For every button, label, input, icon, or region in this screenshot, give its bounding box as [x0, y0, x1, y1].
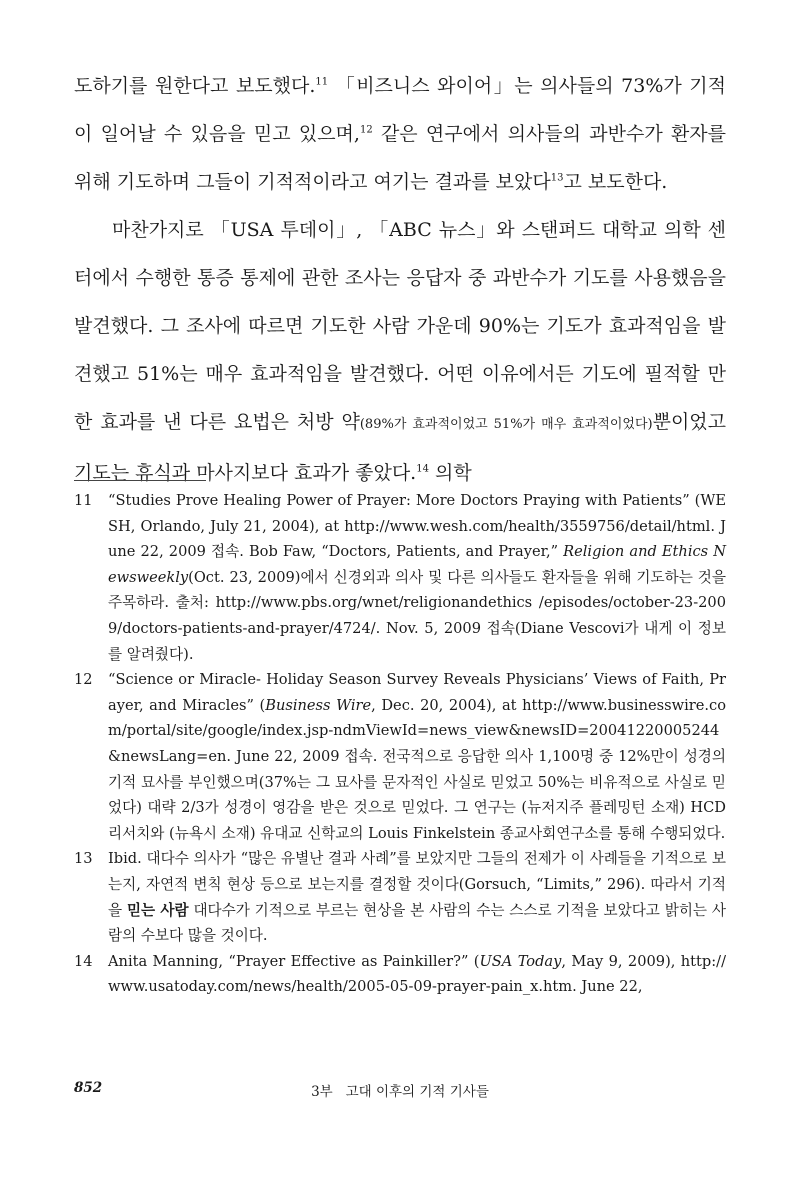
text-run: Anita Manning, “Prayer Effective as Painkiller?” ( — [108, 952, 480, 970]
text-run: “Science or Miracle- Holiday Season Survey Reveals Physicians’ Views of Faith, Prayer, and Miracles” ( — [108, 671, 726, 714]
footnote-number: 11 — [74, 492, 93, 509]
text-run: 도하기를 원한다고 보도했다. — [74, 75, 316, 97]
page-number: 852 — [74, 1080, 103, 1096]
footnote-ref-12[interactable]: 12 — [359, 124, 373, 136]
text-run: 대다수가 기적으로 부르는 현상을 본 사람의 수는 스스로 기적을 보았다고 밝히는 사람의 수보다 많을 것이다. — [108, 901, 726, 945]
main-text — [74, 62, 726, 497]
text-run: , Dec. 20, 2004), at http://www.businesswire.com/portal/site/google/index.jsp-ndmViewId=news_view&newsID=20041220005244&newsLang=en. June 22, 2009 접속. 전국적으로 응답한 의사 1,100명 중 12%만이 성경의 기적 묘사를 부인했으며(37%는 그 묘사를 문자적인 사실로 믿었고 50%는 비유적으로 사실로 믿었다) 대략 2/3가 성경이 영감을 받은 것으로 믿었다. 그 연구는 (뉴저지주 플레밍턴 소재) HCD 리서치와 (뉴욕시 소재) 유대교 신학교의 Louis Finkelstein 종교사회연구소를 통해 수행되었다. — [108, 696, 726, 842]
publication-title: USA Today — [479, 952, 562, 970]
footnote-divider — [74, 480, 206, 481]
emphasis: 믿는 사람 — [126, 901, 189, 919]
footnote-ref-14[interactable]: 14 — [416, 463, 429, 475]
text-run: Ibid. 대다수 의사가 “많은 유별난 결과 사례”를 보았지만 그들의 전제가 이 사례들을 기적으로 보는지, 자연적 변칙 현상 등으로 보는지를 결정할 것이다(Gorsuch, “Limits,” 296). 따라서 기적을 — [108, 850, 726, 919]
footnote-ref-11[interactable]: 11 — [315, 76, 329, 88]
footnote-text — [108, 846, 726, 948]
text-run: 마찬가지로 「USA 투데이」, 「ABC 뉴스」와 스탠퍼드 대학교 의학 센터에서 수행한 통증 통제에 관한 조사는 응답자 중 과반수가 기도를 사용했음을 발견했다. 그 조사에 따르면 기도한 사람 가운데 90%는 기도가 효과적임을 발견했고 51%는 매우 효과적임을 발견했다. 어떤 이유에서든 기도에 필적할 만한 효과를 낸 다른 요법은 처방 약 — [74, 219, 726, 433]
footnote-13 — [74, 846, 726, 948]
footnote-ref-13[interactable]: 13 — [550, 172, 564, 184]
footnote-number: 12 — [74, 671, 93, 689]
paragraph-2 — [74, 206, 726, 497]
footnote-text — [108, 488, 726, 667]
footnote-text — [108, 949, 726, 1000]
footnotes — [74, 488, 726, 1000]
publication-title: Religion and Ethics Newsweekly — [108, 543, 727, 586]
text-run: 같은 연구에서 의사들의 과반수가 환자를 위해 기도하며 그들이 기적적이라고 여기는 결과를 보았다 — [74, 123, 727, 193]
text-run: “Studies Prove Healing Power of Prayer: More Doctors Praying with Patients” (WESH, Orlando, July 21, 2004), at http://www.wesh.com/health/3559756/detail/html. June 22, 2009 접속. Bob Faw, “Doctors, Patients, and Prayer,” — [108, 492, 726, 561]
text-run: (Oct. 23, 2009)에서 신경외과 의사 및 다른 의사들도 환자들을 위해 기도하는 것을 주목하라. 출처: http://www.pbs.org/wnet/religionandethics /episodes/october-23-2009/doctors-patients-and-prayer/4724/. Nov. 5, 2009 접속(Diane Vescovi가 내게 이 정보를 알려줬다). — [108, 568, 726, 663]
footnote-12 — [74, 667, 726, 846]
footnote-text — [108, 667, 726, 846]
text-run: 「비즈니스 와이어」는 의사들의 73%가 기적이 일어날 수 있음을 믿고 있으며, — [74, 75, 726, 145]
paragraph-1 — [74, 62, 726, 206]
text-run: 고 보도한다. — [563, 171, 668, 193]
parenthetical-note: (89%가 효과적이었고 51%가 매우 효과적이었다) — [359, 417, 653, 432]
running-head: 3부 고대 이후의 기적 기사들 — [311, 1084, 489, 1100]
footnote-number: 13 — [74, 850, 93, 868]
text-run: , May 9, 2009), http://www.usatoday.com/news/health/2005-05-09-prayer-pain_x.htm. June 22, — [108, 952, 726, 996]
publication-title: Business Wire — [265, 696, 372, 714]
footnote-14 — [74, 949, 726, 1000]
text-run: 의학 — [428, 462, 472, 484]
text-run: 뿐이었고 기도는 휴식과 마사지보다 효과가 좋았다. — [74, 411, 727, 484]
footnote-number: 14 — [74, 952, 93, 970]
footnote-11 — [74, 488, 726, 667]
